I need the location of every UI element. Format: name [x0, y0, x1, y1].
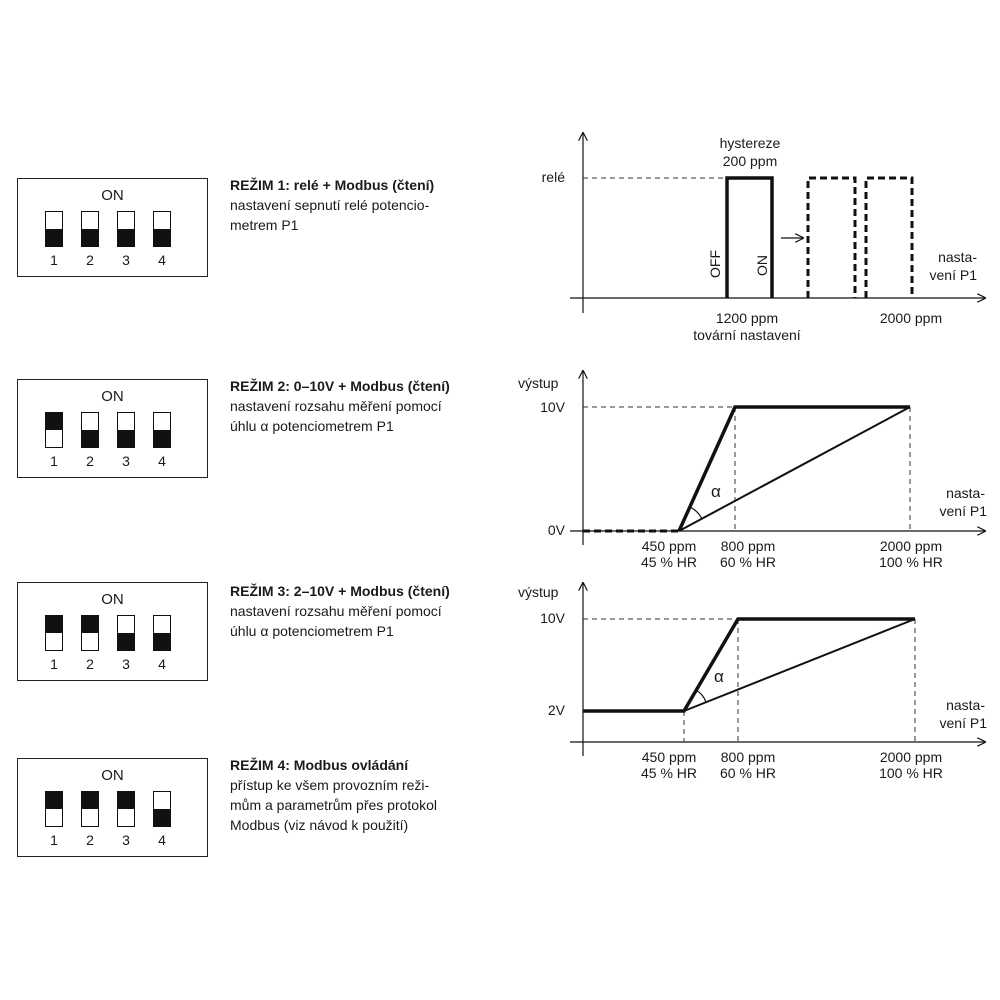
- dip-number: 1: [50, 453, 58, 469]
- output-diagram-0-10v: [518, 371, 987, 570]
- tick-label: 45 % HR: [640, 765, 698, 781]
- tick-label: 450 ppm: [641, 538, 697, 554]
- tick-label: 2000 ppm: [879, 310, 943, 326]
- hysteresis-value: 200 ppm: [722, 153, 778, 169]
- dip-number: 3: [122, 832, 130, 848]
- dip-number: 4: [158, 832, 166, 848]
- tick-label: 800 ppm: [720, 538, 776, 554]
- tick-label: 2000 ppm: [879, 749, 943, 765]
- y-tick-label: 10V: [540, 399, 565, 415]
- description-line: Modbus (viz návod k použití): [230, 817, 409, 833]
- mode-2-title: REŽIM 2: 0–10V + Modbus (čtení): [230, 378, 450, 394]
- tick-label: 1200 ppm: [715, 310, 779, 326]
- dip-number: 2: [86, 252, 94, 268]
- output-curve-shallow: [679, 407, 910, 531]
- relay-diagram: [542, 133, 985, 343]
- dip-number: 3: [122, 453, 130, 469]
- y-axis-label: relé: [541, 169, 565, 185]
- tick-label: 100 % HR: [879, 765, 943, 781]
- description-line: nastavení rozsahu měření pomocí: [230, 398, 442, 414]
- tick-label: 60 % HR: [719, 554, 777, 570]
- x-axis-label: nasta-: [946, 485, 985, 501]
- description-line: metrem P1: [230, 217, 299, 233]
- description-line: nastavení sepnutí relé potencio-: [230, 197, 430, 213]
- y-axis-label: výstup: [518, 584, 559, 600]
- y-tick-label: 0V: [547, 522, 565, 538]
- description-line: úhlu α potenciometrem P1: [230, 623, 394, 639]
- output-curve-steep: [583, 619, 915, 711]
- output-curve-shallow: [684, 619, 915, 711]
- tick-label: 450 ppm: [641, 749, 697, 765]
- dip-number: 4: [158, 453, 166, 469]
- description-line: mům a parametrům přes protokol: [230, 797, 437, 813]
- dip-on-label: ON: [101, 767, 124, 784]
- y-tick-label: 2V: [547, 702, 565, 718]
- alpha-label: α: [714, 667, 724, 686]
- tick-label: tovární nastavení: [693, 327, 801, 343]
- mode-3-title: REŽIM 3: 2–10V + Modbus (čtení): [230, 583, 450, 599]
- off-label: OFF: [707, 250, 723, 278]
- dip-number: 1: [50, 656, 58, 672]
- alpha-arc: [696, 690, 706, 702]
- tick-label: 100 % HR: [879, 554, 943, 570]
- dip-number: 1: [50, 832, 58, 848]
- dip-number: 3: [122, 252, 130, 268]
- dip-number: 4: [158, 656, 166, 672]
- relay-pulse-shifted-2: [866, 178, 912, 298]
- y-tick-label: 10V: [540, 610, 565, 626]
- relay-pulse: [727, 178, 772, 298]
- description-line: přístup ke všem provozním reži-: [230, 777, 430, 793]
- dip-number: 2: [86, 832, 94, 848]
- dip-on-label: ON: [101, 388, 124, 405]
- tick-label: 2000 ppm: [879, 538, 943, 554]
- dip-number: 4: [158, 252, 166, 268]
- tick-label: 45 % HR: [640, 554, 698, 570]
- alpha-label: α: [711, 482, 721, 501]
- x-axis-label: nasta-: [938, 249, 977, 265]
- y-axis-label: výstup: [518, 375, 559, 391]
- dip-number: 2: [86, 656, 94, 672]
- x-axis-label: nasta-: [946, 697, 985, 713]
- dip-number: 3: [122, 656, 130, 672]
- output-diagram-2-10v: [518, 583, 987, 781]
- x-axis-label: vení P1: [929, 267, 977, 283]
- description-line: úhlu α potenciometrem P1: [230, 418, 394, 434]
- tick-label: 60 % HR: [719, 765, 777, 781]
- hysteresis-label: hystereze: [719, 135, 781, 151]
- description-line: nastavení rozsahu měření pomocí: [230, 603, 442, 619]
- tick-label: 800 ppm: [720, 749, 776, 765]
- x-axis-label: vení P1: [939, 715, 987, 731]
- dip-number: 1: [50, 252, 58, 268]
- mode-4-title: REŽIM 4: Modbus ovládání: [230, 757, 409, 773]
- alpha-arc: [690, 507, 702, 519]
- relay-pulse-shifted-1: [808, 178, 855, 298]
- dip-on-label: ON: [101, 591, 124, 608]
- on-label: ON: [754, 255, 770, 276]
- mode-1-title: REŽIM 1: relé + Modbus (čtení): [230, 177, 435, 193]
- dip-on-label: ON: [101, 187, 124, 204]
- x-axis-label: vení P1: [939, 503, 987, 519]
- dip-number: 2: [86, 453, 94, 469]
